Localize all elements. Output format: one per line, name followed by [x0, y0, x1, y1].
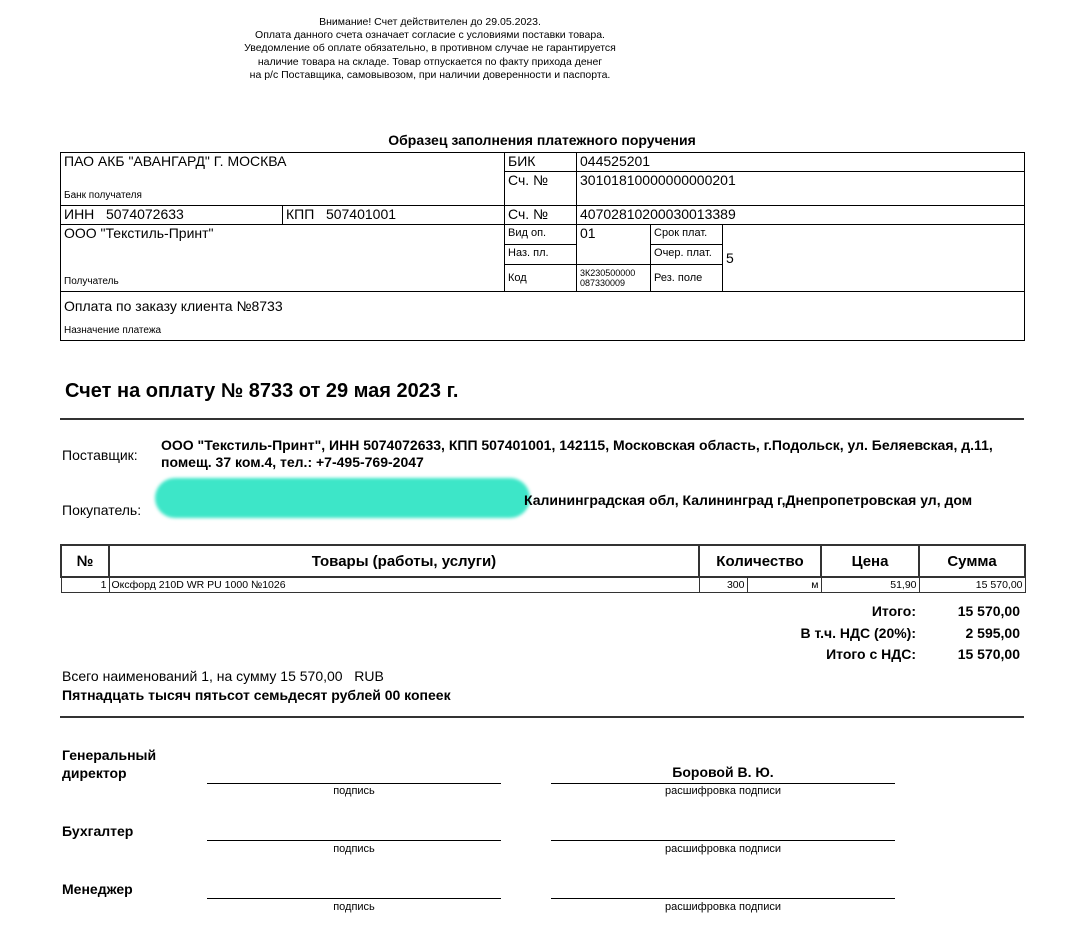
corr-account-value: 30101810000000000201: [577, 172, 1025, 206]
ocher-value-cell: [723, 225, 1025, 292]
supplier-details: ООО "Текстиль-Принт", ИНН 5074072633, КПП 507401001, 142115, Московская область, г.Подольск, ул. Беляевская, д.11, помещ. 37 ком.4, тел.: +7-495-769-2047: [161, 437, 993, 470]
naz-label: Наз. пл.: [505, 245, 577, 265]
account-value: 40702810200030013389: [577, 206, 1025, 225]
ocher-label: Очер. плат.: [651, 245, 723, 265]
director-name: Боровой В. Ю.: [672, 764, 774, 780]
goods-header-qty: Количество: [699, 545, 821, 577]
validity-notice: [150, 16, 710, 82]
amount-in-words: Пятнадцать тысяч пятьсот семьдесят рублей 00 копеек: [62, 687, 451, 703]
recipient-cell: [61, 225, 505, 292]
row-qty: 300: [699, 577, 747, 593]
kpp-label: КПП: [286, 206, 315, 222]
recipient-caption: Получатель: [64, 276, 119, 287]
signature-line: [207, 783, 501, 784]
notice-line: на р/с Поставщика, самовывозом, при наличии доверенности и паспорта.: [249, 68, 611, 81]
vid-op-label: Вид оп.: [505, 225, 577, 245]
purpose-text: Оплата по заказу клиента №8733: [64, 298, 283, 314]
total-label: Итого:: [871, 603, 916, 619]
decode-caption: расшифровка подписи: [664, 843, 782, 855]
payment-sample-title: Образец заполнения платежного поручения: [388, 132, 696, 148]
vat-label: В т.ч. НДС (20%):: [800, 625, 916, 641]
director-role: Генеральный директор: [62, 747, 157, 781]
table-row: [61, 577, 1025, 593]
row-price: 51,90: [821, 577, 919, 593]
goods-header-price: Цена: [821, 545, 919, 577]
buyer-label: Покупатель:: [62, 502, 142, 518]
ocher-value: 5: [726, 250, 734, 266]
bik-value: 044525201: [577, 153, 1025, 172]
rez-label: Рез. поле: [651, 265, 723, 292]
goods-table: [60, 544, 1026, 593]
signature-caption: подпись: [333, 843, 375, 855]
kpp-cell: [283, 206, 505, 225]
decode-caption: расшифровка подписи: [664, 785, 782, 797]
row-unit: м: [747, 577, 821, 593]
signature-line: [551, 783, 895, 784]
manager-role: Менеджер: [62, 881, 133, 897]
payment-order-table: [60, 152, 1025, 341]
total-with-vat-label: Итого с НДС:: [826, 646, 916, 662]
supplier-label: Поставщик:: [62, 447, 138, 463]
divider: [60, 716, 1024, 718]
recipient-name: ООО "Текстиль-Принт": [64, 225, 214, 241]
buyer-details: Калининградская обл, Калининград г,Днепропетровская ул, дом: [524, 492, 973, 508]
notice-line: Уведомление об оплате обязательно, в противном случае не гарантируется: [244, 42, 616, 55]
bank-name: ПАО АКБ "АВАНГАРД" Г. МОСКВА: [64, 153, 287, 169]
items-summary: Всего наименований 1, на сумму 15 570,00 RUB: [62, 668, 384, 684]
row-number: 1: [61, 577, 109, 593]
kpp-value: 507401001: [325, 206, 397, 222]
vat-value: 2 595,00: [965, 625, 1020, 641]
signature-caption: подпись: [333, 785, 375, 797]
notice-line: Внимание! Счет действителен до 29.05.2023.: [319, 16, 541, 28]
kod-value: 3К230500000 087330009: [577, 265, 651, 292]
inn-label: ИНН: [64, 206, 95, 222]
total-value: 15 570,00: [957, 603, 1020, 619]
goods-header-number: №: [61, 545, 109, 577]
vid-op-value: 01: [577, 225, 651, 265]
decode-caption: расшифровка подписи: [664, 901, 782, 913]
notice-line: наличие товара на складе. Товар отпускается по факту прихода денег: [257, 55, 603, 68]
bank-caption: Банк получателя: [64, 190, 142, 201]
signature-line: [207, 898, 501, 899]
row-sum: 15 570,00: [919, 577, 1025, 593]
divider: [60, 418, 1024, 420]
bik-label: БИК: [505, 153, 577, 172]
notice-line: Оплата данного счета означает согласие с условиями поставки товара.: [255, 29, 605, 42]
srok-label: Срок плат.: [651, 225, 723, 245]
accountant-role: Бухгалтер: [62, 823, 134, 839]
corr-account-label: Сч. №: [505, 172, 577, 206]
invoice-title: Счет на оплату № 8733 от 29 мая 2023 г.: [65, 380, 459, 402]
total-with-vat-value: 15 570,00: [957, 646, 1020, 662]
inn-value: 5074072633: [105, 206, 184, 222]
inn-cell: [61, 206, 283, 225]
purpose-caption: Назначение платежа: [64, 325, 162, 336]
account-label: Сч. №: [505, 206, 577, 225]
purpose-cell: [61, 292, 1025, 341]
signature-caption: подпись: [333, 901, 375, 913]
signature-line: [551, 898, 895, 899]
redaction-mark: [155, 478, 530, 518]
row-name: Оксфорд 210D WR PU 1000 №1026: [109, 577, 699, 593]
signature-line: [551, 840, 895, 841]
goods-header-name: Товары (работы, услуги): [109, 545, 699, 577]
signature-line: [207, 840, 501, 841]
bank-name-cell: [61, 153, 505, 206]
kod-label: Код: [505, 265, 577, 292]
goods-header-sum: Сумма: [919, 545, 1025, 577]
